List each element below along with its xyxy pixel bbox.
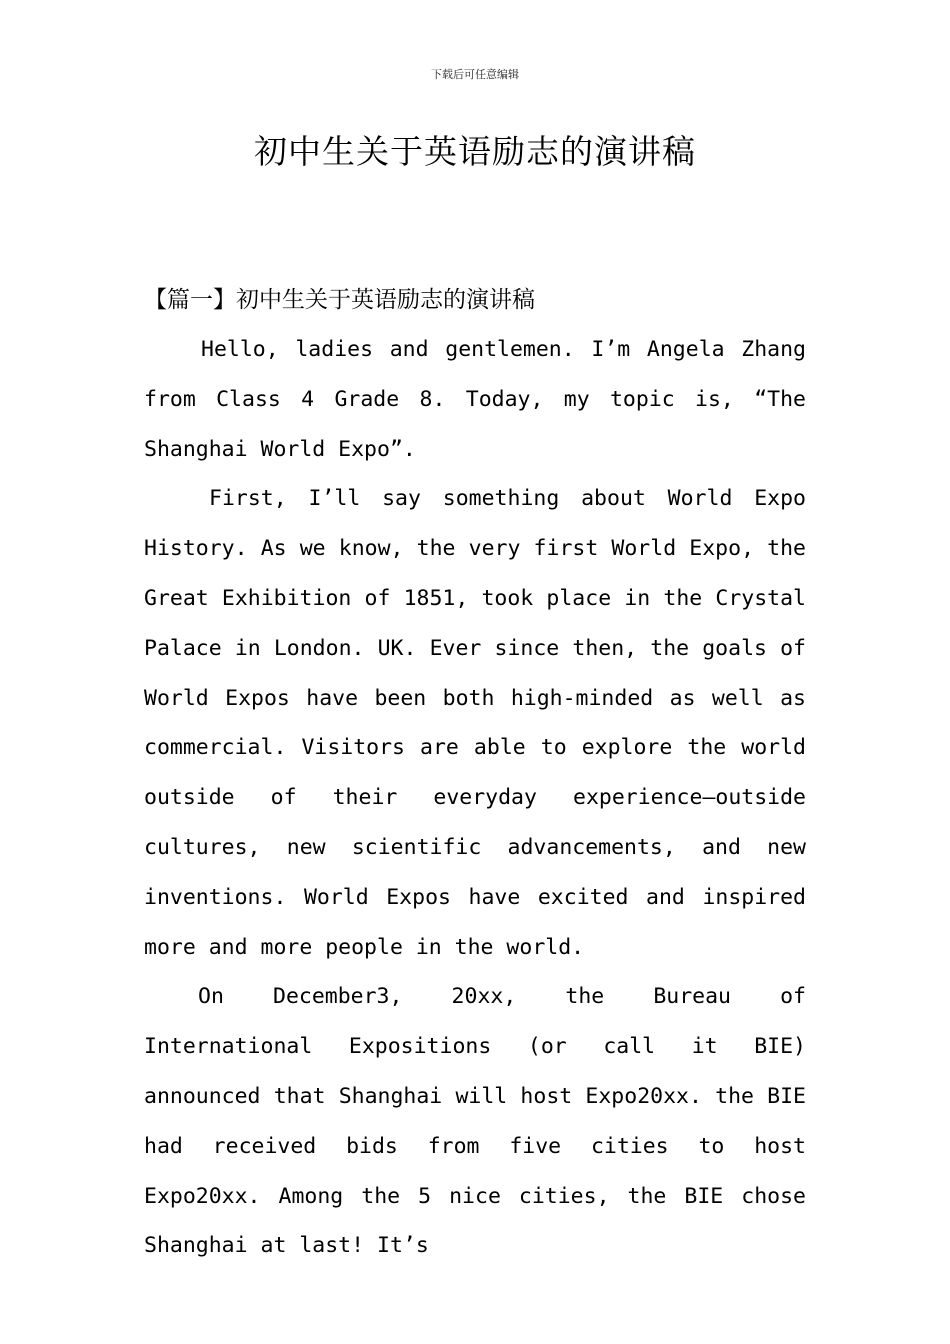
header-note: 下载后可任意编辑 bbox=[431, 68, 519, 81]
body-text bbox=[144, 325, 806, 1271]
section-heading: 【篇一】初中生关于英语励志的演讲稿 bbox=[144, 287, 535, 313]
paragraph: Hello, ladies and gentlemen. I’m Angela Zhang from Class 4 Grade 8. Today, my topic is, “The Shanghai World Expo”. bbox=[144, 337, 806, 462]
paragraph: First, I’ll say something about World Expo History. As we know, the very first World Expo, the Great Exhibition of 1851, took place in the Crystal Palace in London. UK. Ever since then, the goals of World Expos have been both high-minded as well as commercial. Visitors are able to explore the world outside of their everyday experience—outside cultures, new scientific advancements, and new inventions. World Expos have excited and inspired more and more people in the world. bbox=[144, 486, 806, 960]
paragraph: On December3, 20xx, the Bureau of International Expositions (or call it BIE) announced that Shanghai will host Expo20xx. the BIE had received bids from five cities to host Expo20xx. Among the 5 nice cities, the BIE chose Shanghai at last! It’s bbox=[144, 984, 806, 1259]
document-title: 初中生关于英语励志的演讲稿 bbox=[254, 132, 696, 171]
